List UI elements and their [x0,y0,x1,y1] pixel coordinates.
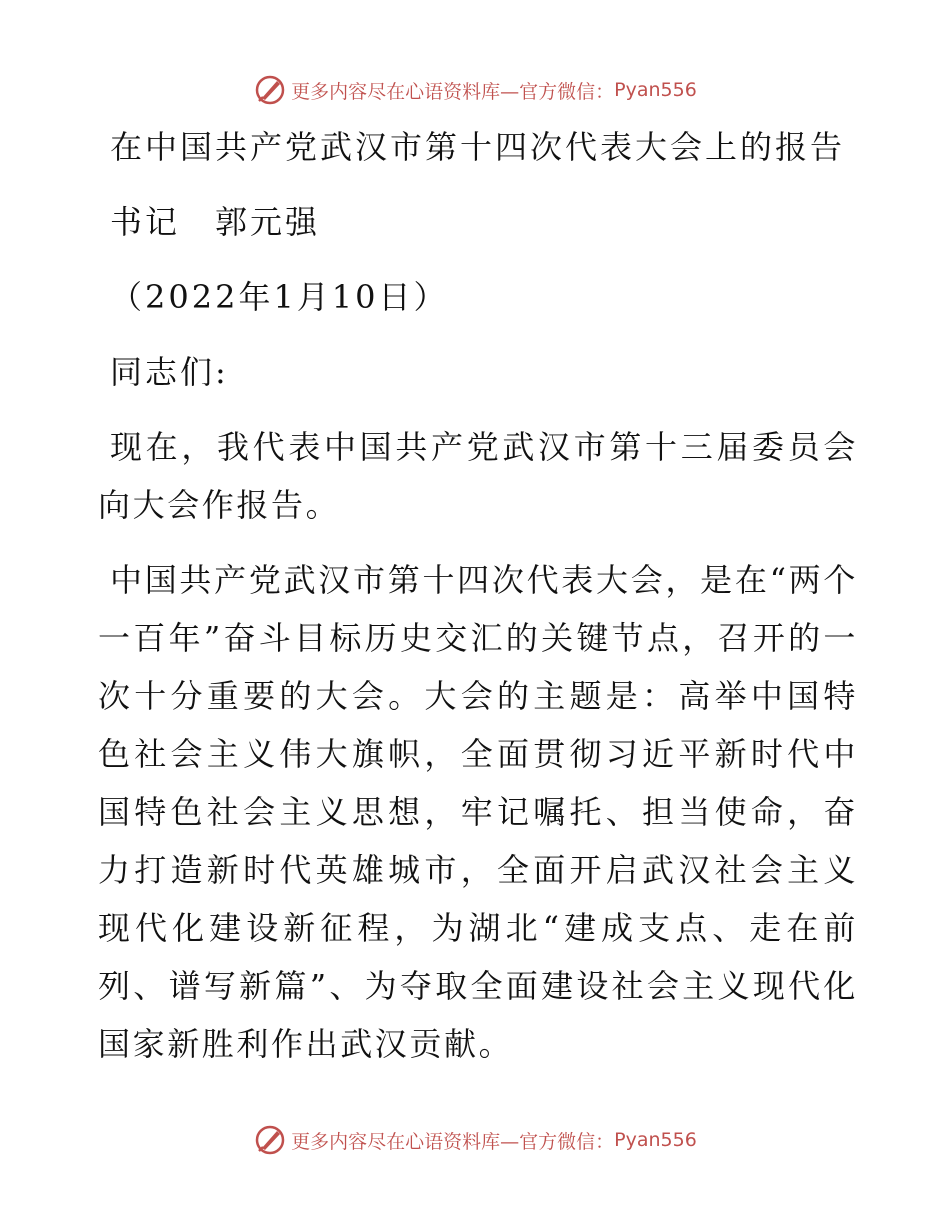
header-watermark [0,70,950,110]
salutation: 同志们: [110,353,229,391]
document-title: 在中国共产党武汉市第十四次代表大会上的报告 [110,128,846,166]
footer-watermark [0,1120,950,1160]
date-line: （2022年1月10日） [110,278,449,316]
watermark-text: 更多内容尽在心语资料库—官方微信： [291,80,615,103]
watermark-text: 更多内容尽在心语资料库—官方微信： [291,1130,615,1153]
quill-pen-seal-icon [253,73,287,107]
paragraph-theme: 中国共产党武汉市第十四次代表大会，是在“两个一百年”奋斗目标历史交汇的关键节点，召开的一次十分重要的大会。大会的主题是：高举中国特色社会主义伟大旗帜，全面贯彻习近平新时代中国特色社会主义思想，牢记嘱托、担当使命，奋力打造新时代英雄城市，全面开启武汉社会主义现代化建设新征程，为湖北“建成支点、走在前列、谱写新篇”、为夺取全面建设社会主义现代化国家新胜利作出武汉贡献。 [98,561,858,1063]
paragraph-intro: 现在，我代表中国共产党武汉市第十三届委员会向大会作报告。 [98,428,858,524]
watermark-handle: Pyan556 [614,79,697,101]
document-body [98,118,858,1073]
author-line: 书记 郭元强 [110,203,321,241]
watermark-handle: Pyan556 [614,1129,697,1151]
quill-pen-seal-icon [253,1123,287,1157]
